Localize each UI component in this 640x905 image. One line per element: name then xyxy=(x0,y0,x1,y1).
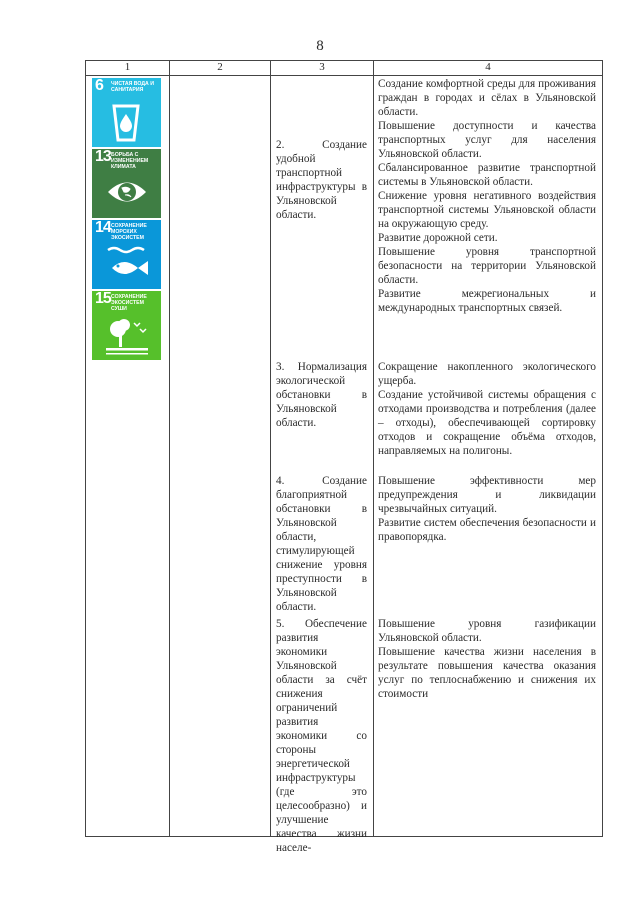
sdg-6-label: ЧИСТАЯ ВОДА И САНИТАРИЯ xyxy=(111,81,154,93)
task-group-energy xyxy=(378,617,596,701)
tree-birds-icon xyxy=(106,315,150,355)
sdg-14-tile xyxy=(92,220,161,289)
goal-4: 4. Создание благоприятной обстановки в Ульяновской области, стимулирующей снижение уровня преступности в Ульяновской области. xyxy=(276,475,367,613)
task-group-transport xyxy=(378,77,596,315)
goal-2: 2. Создание удобной транспортной инфраструктуры в Ульяновской области. xyxy=(276,139,367,221)
strategy-table xyxy=(85,60,603,854)
eye-globe-icon xyxy=(106,173,148,211)
task-item: Развитие межрегиональных и международных транспортных связей. xyxy=(378,288,596,314)
task-item: Повышение уровня транспортной безопасности на территории Ульяновской области. xyxy=(378,246,596,286)
sdg-13-label: БОРЬБА С ИЗМЕНЕНИЕМ КЛИМАТА xyxy=(111,152,149,170)
sdg-14-label: СОХРАНЕНИЕ МОРСКИХ ЭКОСИСТЕМ xyxy=(111,223,147,241)
sdg-icons-cell xyxy=(86,76,170,837)
water-drop-glass-icon xyxy=(106,102,146,144)
goals-cell xyxy=(271,76,374,854)
task-item: Сбалансированное развитие транспортной системы в Ульяновской области. xyxy=(378,162,596,188)
task-group-ecology xyxy=(378,360,596,458)
sdg-15-tile xyxy=(92,291,161,360)
goal-3: 3. Нормализация экологической обстановки в Ульяновской области. xyxy=(276,361,367,429)
task-item: Повышение эффективности мер предупреждения и ликвидации чрезвычайных ситуаций. xyxy=(378,475,596,515)
task-item: Развитие дорожной сети. xyxy=(378,232,498,244)
column-header-4: 4 xyxy=(374,61,603,76)
page-number: 8 xyxy=(316,38,324,54)
task-item: Повышение качества жизни населения в результате повышения качества оказания услуг по теплоснабжению и снижения их стоимости xyxy=(378,646,596,700)
column-header-3: 3 xyxy=(271,61,374,76)
column-header-1: 1 xyxy=(86,61,170,76)
column-header-2: 2 xyxy=(170,61,271,76)
task-item: Развитие систем обеспечения безопасности и правопорядка. xyxy=(378,517,596,543)
task-item: Снижение уровня негативного воздействия транспортной системы Ульяновской области на окружающую среду. xyxy=(378,190,596,230)
table-header-row xyxy=(86,61,603,76)
sdg-13-number: 13 xyxy=(95,148,111,165)
sdg-6-tile xyxy=(92,78,161,147)
sdg-15-label: СОХРАНЕНИЕ ЭКОСИСТЕМ СУШИ xyxy=(111,294,147,312)
task-item: Повышение доступности и качества транспортных услуг для населения Ульяновской области. xyxy=(378,120,596,160)
task-item: Сокращение накопленного экологического ущерба. xyxy=(378,361,596,387)
task-item: Создание устойчивой системы обращения с отходами производства и потребления (далее – отходы), обеспечивающей сортировку отходов и сокращение объёма отходов, направляемых на полигоны. xyxy=(378,389,596,457)
sdg-13-tile xyxy=(92,149,161,218)
sdg-15-number: 15 xyxy=(95,290,111,307)
sdg-14-number: 14 xyxy=(95,219,111,236)
task-item: Повышение уровня газификации Ульяновской области. xyxy=(378,618,596,644)
task-group-safety xyxy=(378,474,596,544)
table-body-row xyxy=(86,76,603,837)
task-item: Создание комфортной среды для проживания граждан в городах и сёлах в Ульяновской области. xyxy=(378,78,596,118)
sdg-6-number: 6 xyxy=(95,77,103,94)
goal-5: 5. Обеспечение развития экономики Ульяновской области за счёт снижения ограничений развития экономики со стороны энергетической инфраструктуры (где это целесообразно) и улучшение качества жизни населе- xyxy=(276,618,367,854)
tasks-cell xyxy=(374,76,603,837)
column-2-cell xyxy=(170,76,271,837)
fish-waves-icon xyxy=(106,244,150,284)
